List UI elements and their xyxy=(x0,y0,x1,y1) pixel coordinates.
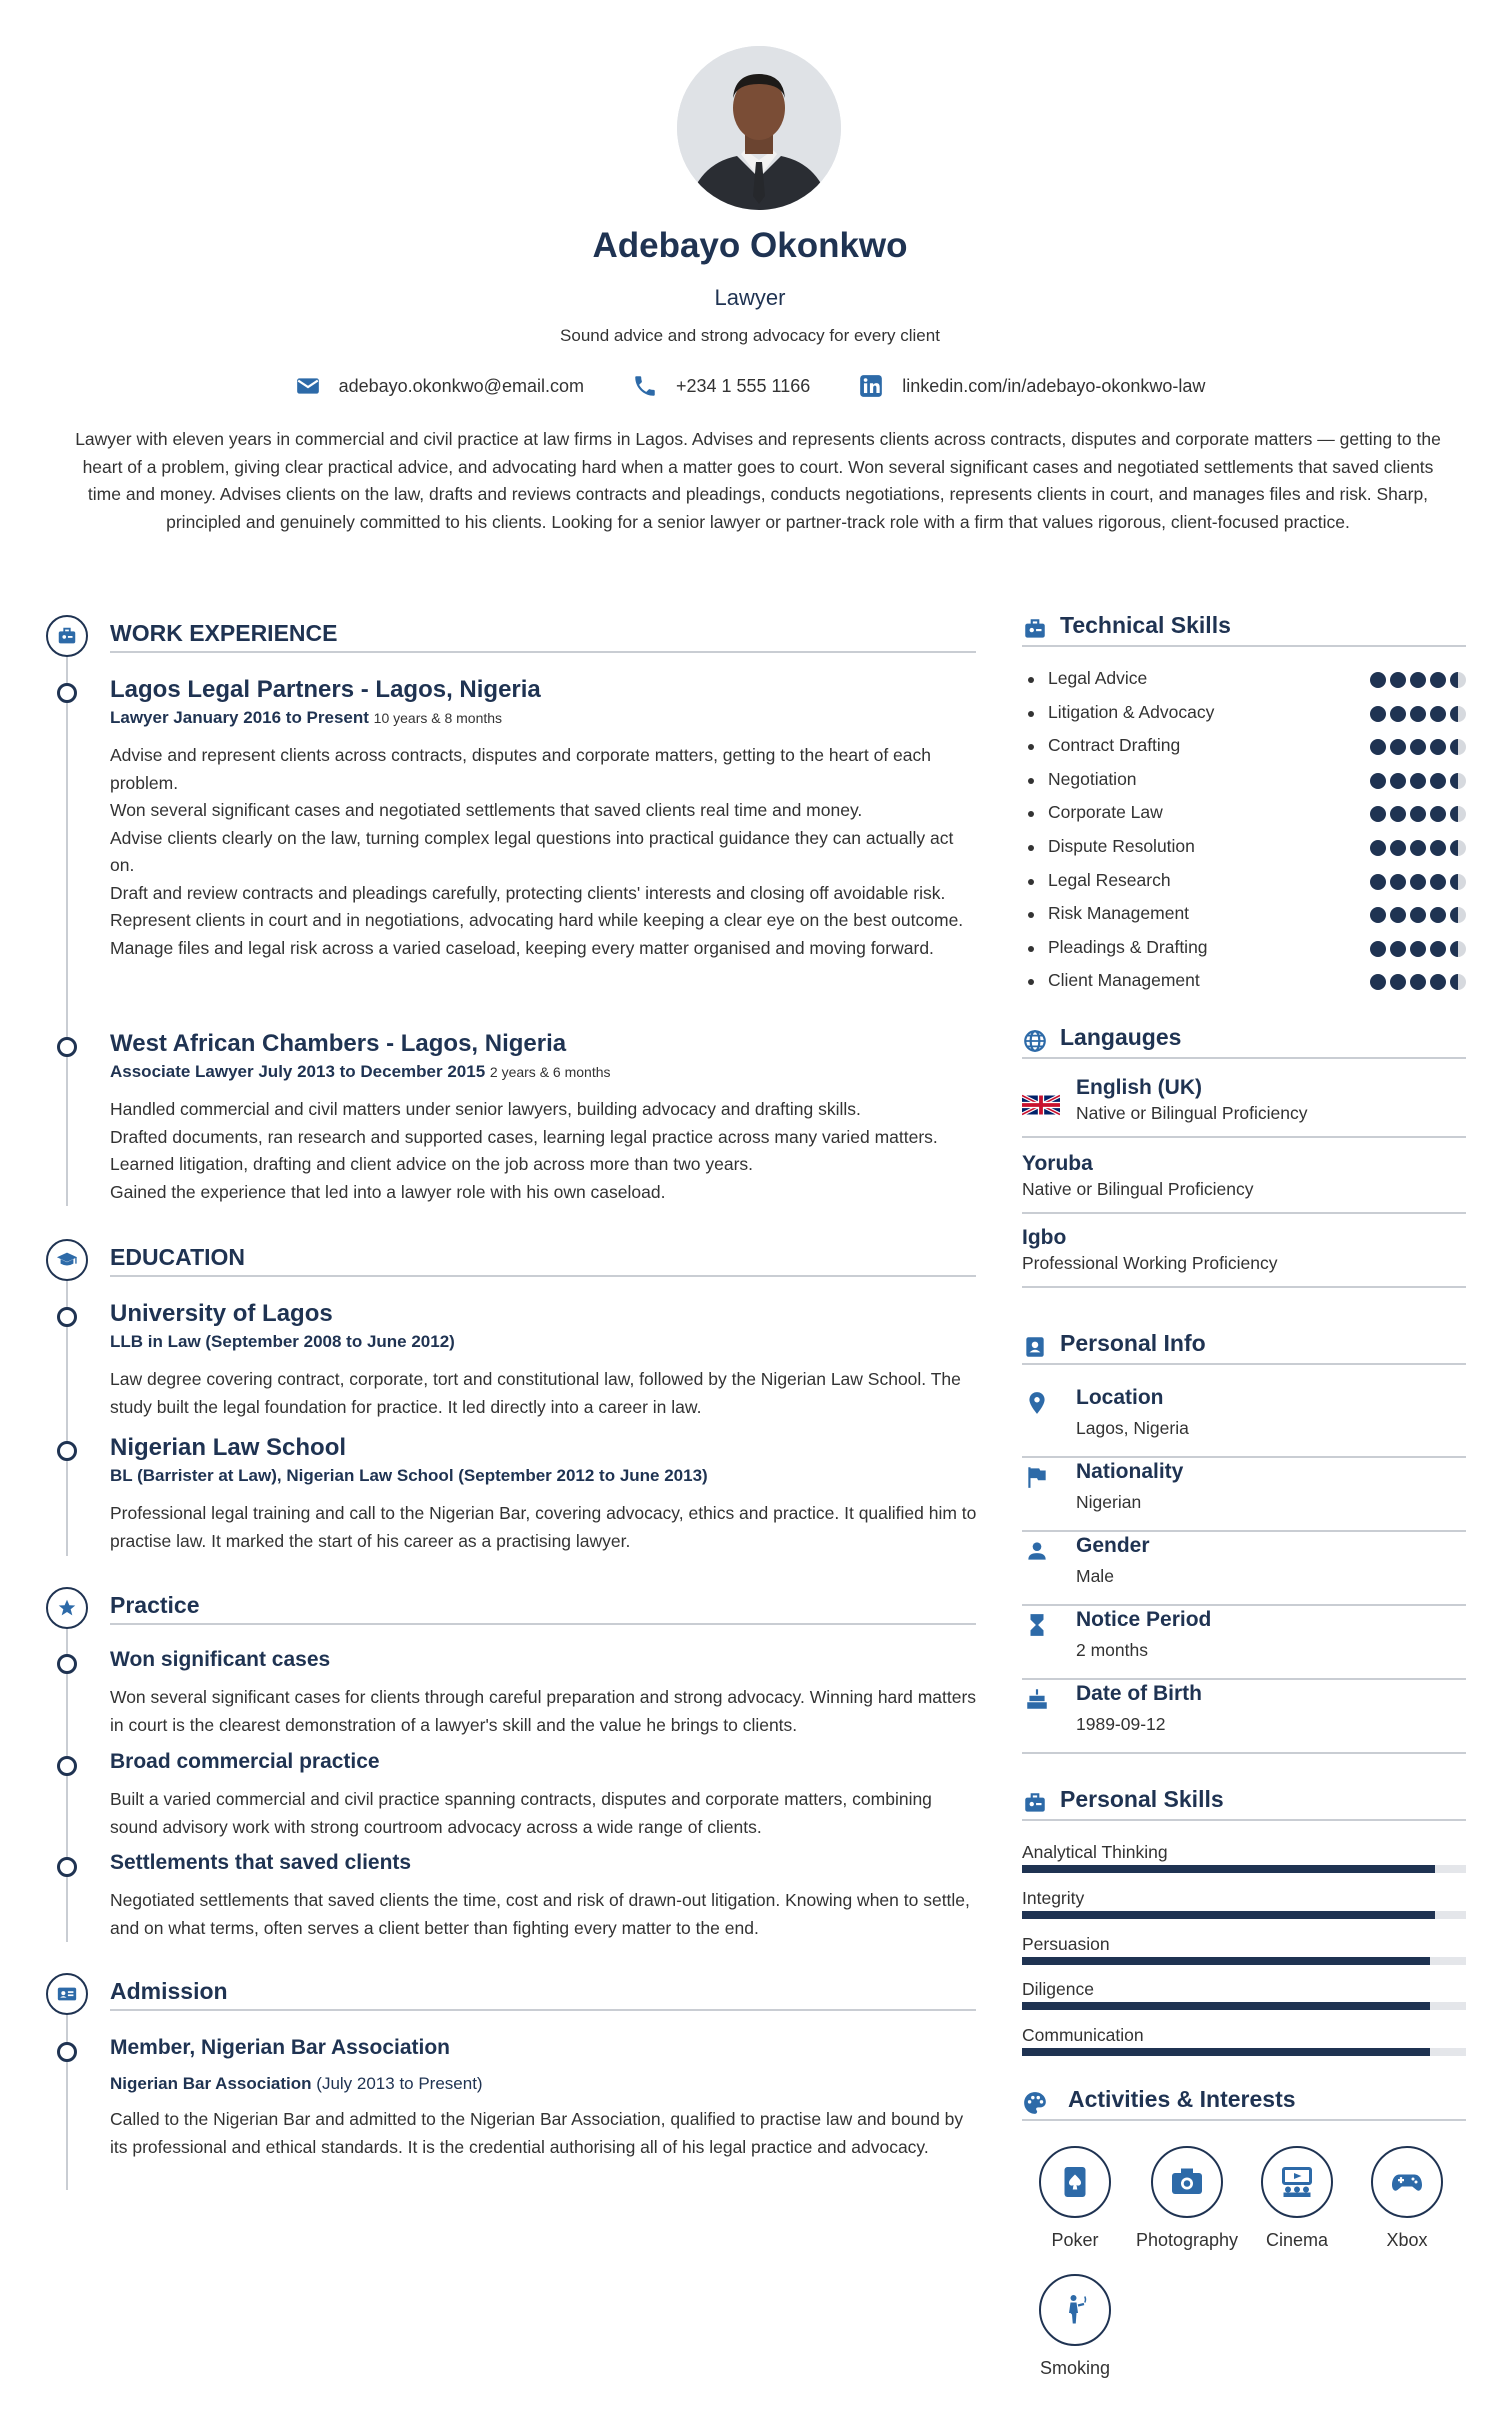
rating-dot xyxy=(1450,706,1466,722)
info-key: Gender xyxy=(1076,1534,1150,1557)
person-icon xyxy=(1024,1538,1050,1564)
info-value: 2 months xyxy=(1076,1640,1148,1660)
rating-dot xyxy=(1390,806,1406,822)
language-english xyxy=(1022,1076,1466,1138)
timeline-dot xyxy=(57,1037,77,1057)
rating-dot xyxy=(1430,672,1446,688)
education-description: Professional legal training and call to the Nigerian Bar, covering advocacy, ethics and practice. It qualified him to practise law. It marked the start of his career as a practising lawyer. xyxy=(110,1503,977,1551)
rating-dot xyxy=(1370,706,1386,722)
language-level: Native or Bilingual Proficiency xyxy=(1022,1179,1254,1199)
interest-cinema xyxy=(1242,2146,1352,2251)
technical-skill-label: Pleadings & Drafting xyxy=(1048,936,1208,957)
interest-xbox xyxy=(1352,2146,1462,2251)
rating-dot xyxy=(1450,941,1466,957)
personal-skill-label: Diligence xyxy=(1022,1979,1094,2000)
language-name: Yoruba xyxy=(1022,1152,1093,1175)
school-name: Nigerian Law School xyxy=(110,1434,347,1461)
star-badge-icon xyxy=(56,1597,78,1619)
job-line: Advise and represent clients across contracts, disputes and corporate matters, getting to the heart of each problem. xyxy=(110,745,932,793)
personal-info-title xyxy=(1022,1330,1466,1365)
info-value: Nigerian xyxy=(1076,1492,1142,1512)
interest-poker xyxy=(1020,2146,1130,2251)
rating-dot xyxy=(1390,907,1406,923)
skill-bar-fill xyxy=(1022,1957,1430,1965)
rating-dot xyxy=(1390,874,1406,890)
candidate-name: Adebayo Okonkwo xyxy=(592,226,908,265)
info-nationality xyxy=(1022,1460,1466,1532)
bullet xyxy=(1028,778,1034,784)
personal-skill xyxy=(1022,2025,1466,2056)
bullet xyxy=(1028,845,1034,851)
rating-dot xyxy=(1450,840,1466,856)
technical-skill-label: Client Management xyxy=(1048,970,1200,991)
info-value: 1989-09-12 xyxy=(1076,1714,1166,1734)
palette-icon xyxy=(1022,2090,1048,2116)
rating-dot xyxy=(1430,773,1446,789)
job-role xyxy=(110,708,502,728)
admission-section-title: Admission xyxy=(110,1978,976,2011)
rating-dot xyxy=(1370,739,1386,755)
rating-dot xyxy=(1410,941,1426,957)
info-value: Male xyxy=(1076,1566,1114,1586)
linkedin-text[interactable]: linkedin.com/in/adebayo-okonkwo-law xyxy=(902,375,1206,396)
tagline: Sound advice and strong advocacy for every client xyxy=(560,326,940,345)
rating-dot xyxy=(1410,806,1426,822)
technical-skill-label: Negotiation xyxy=(1048,768,1137,789)
rating-dot xyxy=(1390,672,1406,688)
flag-icon xyxy=(1024,1464,1050,1490)
job-role-text: Associate Lawyer July 2013 to December 2015 xyxy=(110,1062,486,1081)
rating-dot xyxy=(1450,974,1466,990)
rating-dot xyxy=(1390,739,1406,755)
job-company: West African Chambers - Lagos, Nigeria xyxy=(110,1030,567,1057)
timeline-dot xyxy=(57,1654,77,1674)
rating-dot xyxy=(1390,706,1406,722)
practice-heading: Broad commercial practice xyxy=(110,1750,380,1773)
interest-icon-circle xyxy=(1039,2274,1111,2346)
cake-icon xyxy=(1024,1686,1050,1712)
interest-label: Photography xyxy=(1135,2230,1239,2250)
bullet xyxy=(1028,912,1034,918)
job-company: Lagos Legal Partners - Lagos, Nigeria xyxy=(110,676,541,703)
languages-title xyxy=(1022,1024,1466,1059)
skill-rating xyxy=(1370,874,1466,890)
smoking-icon xyxy=(1057,2292,1093,2328)
info-value: Lagos, Nigeria xyxy=(1076,1418,1189,1438)
rating-dot xyxy=(1450,806,1466,822)
education-section-icon xyxy=(46,1239,88,1281)
admission-org xyxy=(110,2074,483,2094)
rating-dot xyxy=(1430,739,1446,755)
timeline-dot xyxy=(57,1857,77,1877)
admission-dates: (July 2013 to Present) xyxy=(316,2074,483,2093)
email-contact[interactable] xyxy=(295,373,584,399)
skill-rating xyxy=(1370,739,1466,755)
rating-dot xyxy=(1370,974,1386,990)
cinema-icon xyxy=(1279,2164,1315,2200)
interests-title xyxy=(1022,2086,1466,2121)
skill-bar xyxy=(1022,1865,1466,1873)
technical-skill-row xyxy=(1022,935,1466,965)
skill-bar-fill xyxy=(1022,2002,1430,2010)
interest-icon-circle xyxy=(1371,2146,1443,2218)
rating-dot xyxy=(1450,907,1466,923)
job-line: Handled commercial and civil matters under senior lawyers, building advocacy and drafting skills. xyxy=(110,1099,861,1119)
skill-rating xyxy=(1370,806,1466,822)
practice-heading: Won significant cases xyxy=(110,1648,331,1671)
rating-dot xyxy=(1450,672,1466,688)
rating-dot xyxy=(1390,941,1406,957)
technical-skill-label: Legal Advice xyxy=(1048,668,1148,688)
personal-skill-label: Analytical Thinking xyxy=(1022,1842,1168,1862)
job-role-text: Lawyer January 2016 to Present xyxy=(110,708,369,727)
rating-dot xyxy=(1430,974,1446,990)
interest-icon-circle xyxy=(1039,2146,1111,2218)
education-section-title: EDUCATION xyxy=(110,1244,976,1277)
job-line: Drafted documents, ran research and supported cases, learning legal practice across many varied matters. xyxy=(110,1126,938,1147)
linkedin-icon xyxy=(858,373,884,399)
skill-bar-fill xyxy=(1022,2048,1430,2056)
rating-dot xyxy=(1430,840,1446,856)
bullet xyxy=(1028,811,1034,817)
rating-dot xyxy=(1370,840,1386,856)
info-location xyxy=(1022,1386,1466,1458)
language-level: Professional Working Proficiency xyxy=(1022,1253,1278,1273)
technical-skills-title xyxy=(1022,612,1466,647)
timeline-dot xyxy=(57,1307,77,1327)
job-duration: 10 years & 8 months xyxy=(373,710,503,726)
email-text[interactable]: adebayo.okonkwo@email.com xyxy=(338,375,584,396)
degree xyxy=(110,1466,708,1486)
bullet xyxy=(1028,744,1034,750)
info-notice-period xyxy=(1022,1608,1466,1680)
rating-dot xyxy=(1430,706,1446,722)
work-section-icon xyxy=(46,615,88,657)
interest-label: Cinema xyxy=(1265,2230,1329,2250)
technical-skill-row xyxy=(1022,800,1466,830)
practice-description: Won several significant cases for clients through careful preparation and strong advocacy. Winning hard matters in court is the clearest demonstration of a lawyer's skill and the value he brings to clients. xyxy=(110,1687,977,1735)
technical-skill-label: Corporate Law xyxy=(1048,802,1163,823)
technical-skill-label: Litigation & Advocacy xyxy=(1048,701,1215,722)
practice-section-icon xyxy=(46,1587,88,1629)
info-key: Nationality xyxy=(1076,1460,1184,1483)
timeline-dot xyxy=(57,1441,77,1461)
info-key: Date of Birth xyxy=(1076,1682,1202,1705)
school-name: University of Lagos xyxy=(110,1300,333,1327)
rating-dot xyxy=(1390,974,1406,990)
rating-dot xyxy=(1450,739,1466,755)
location-pin-icon xyxy=(1024,1390,1050,1416)
personal-skill xyxy=(1022,1842,1466,1873)
admission-description: Called to the Nigerian Bar and admitted to the Nigerian Bar Association, qualified to practise law and bound by its professional and ethical standards. It is the credential authorising all of his legal practice and advocacy. xyxy=(110,2109,964,2157)
personal-skill xyxy=(1022,1979,1466,2010)
rating-dot xyxy=(1410,773,1426,789)
work-section-title: WORK EXPERIENCE xyxy=(110,620,976,653)
personal-info-title-text: Personal Info xyxy=(1060,1330,1206,1356)
language-name: Igbo xyxy=(1022,1226,1067,1249)
rating-dot xyxy=(1410,672,1426,688)
rating-dot xyxy=(1390,840,1406,856)
rating-dot xyxy=(1450,773,1466,789)
job-description xyxy=(110,742,980,962)
skill-rating xyxy=(1370,773,1466,789)
skill-bar xyxy=(1022,2048,1466,2056)
job-line: Learned litigation, drafting and client advice on the job across more than two years. xyxy=(110,1154,754,1174)
camera-icon xyxy=(1169,2164,1205,2200)
phone-icon xyxy=(632,373,658,399)
rating-dot xyxy=(1370,773,1386,789)
briefcase-icon xyxy=(1022,1790,1048,1816)
practice-description: Built a varied commercial and civil practice spanning contracts, disputes and corporate matters, combining sound advisory work with strong courtroom advocacy across a wide range of clients. xyxy=(110,1789,932,1837)
interest-label: Poker xyxy=(1051,2230,1099,2250)
rating-dot xyxy=(1410,840,1426,856)
timeline-line-practice xyxy=(66,1628,68,1942)
job-line: Draft and review contracts and pleadings carefully, protecting clients' interests and closing off avoidable risk. xyxy=(110,882,946,903)
technical-skill-row xyxy=(1022,700,1466,730)
bullet xyxy=(1028,979,1034,985)
technical-skill-label: Legal Research xyxy=(1048,869,1171,890)
admission-section-icon xyxy=(46,1973,88,2015)
phone-contact[interactable] xyxy=(632,373,810,399)
technical-skill-label: Risk Management xyxy=(1048,903,1190,924)
contact-bar xyxy=(0,373,1500,399)
personal-skill-label: Integrity xyxy=(1022,1887,1085,1908)
rating-dot xyxy=(1370,874,1386,890)
skill-bar xyxy=(1022,1911,1466,1919)
technical-skill-label: Dispute Resolution xyxy=(1048,836,1195,856)
timeline-dot xyxy=(57,2042,77,2062)
technical-skill-label: Contract Drafting xyxy=(1048,735,1181,756)
rating-dot xyxy=(1410,974,1426,990)
rating-dot xyxy=(1370,672,1386,688)
skill-rating xyxy=(1370,840,1466,856)
hourglass-icon xyxy=(1024,1612,1050,1638)
graduation-cap-icon xyxy=(56,1249,78,1271)
job-duration: 2 years & 6 months xyxy=(489,1064,611,1080)
uk-flag-icon xyxy=(1022,1092,1060,1118)
language-igbo xyxy=(1022,1226,1466,1288)
info-key: Notice Period xyxy=(1076,1608,1212,1631)
job-line: Won several significant cases and negotiated settlements that saved clients real time and money. xyxy=(110,800,863,820)
degree xyxy=(110,1332,455,1352)
job-line: Advise clients clearly on the law, turning complex legal questions into practical guidance they can actually act on. xyxy=(110,827,954,875)
education-description: Law degree covering contract, corporate, tort and constitutional law, followed by the Nigerian Law School. The study built the legal foundation for practice. It led directly into a career in law. xyxy=(110,1369,961,1417)
bullet xyxy=(1028,879,1034,885)
interest-icon-circle xyxy=(1151,2146,1223,2218)
phone-text[interactable]: +234 1 555 1166 xyxy=(675,375,811,396)
languages-title-text: Langauges xyxy=(1060,1024,1182,1050)
job-title: Lawyer xyxy=(714,285,786,310)
personal-skills-title xyxy=(1022,1786,1466,1821)
bullet xyxy=(1028,677,1034,683)
rating-dot xyxy=(1410,706,1426,722)
rating-dot xyxy=(1410,739,1426,755)
job-role xyxy=(110,1062,611,1082)
personal-skill-label: Communication xyxy=(1022,2025,1144,2046)
rating-dot xyxy=(1370,941,1386,957)
degree-text: LLB in Law (September 2008 to June 2012) xyxy=(110,1332,455,1351)
info-date-of-birth xyxy=(1022,1682,1466,1754)
rating-dot xyxy=(1430,907,1446,923)
rating-dot xyxy=(1410,907,1426,923)
gamepad-icon xyxy=(1389,2164,1425,2200)
technical-skill-row xyxy=(1022,868,1466,898)
technical-skill-row xyxy=(1022,834,1466,864)
skill-rating xyxy=(1370,907,1466,923)
skill-rating xyxy=(1370,706,1466,722)
rating-dot xyxy=(1430,806,1446,822)
info-gender xyxy=(1022,1534,1466,1606)
rating-dot xyxy=(1430,874,1446,890)
skill-rating xyxy=(1370,974,1466,990)
interest-icon-circle xyxy=(1261,2146,1333,2218)
skill-rating xyxy=(1370,941,1466,957)
technical-skill-row xyxy=(1022,767,1466,797)
technical-skill-row xyxy=(1022,733,1466,763)
personal-skill xyxy=(1022,1888,1466,1919)
admission-org-text: Nigerian Bar Association xyxy=(110,2074,312,2093)
interests-title-text: Activities & Interests xyxy=(1068,2086,1296,2112)
rating-dot xyxy=(1390,773,1406,789)
job-line: Represent clients in court and in negotiations, advocating hard while keeping a clear eye on the best outcome. xyxy=(110,910,964,930)
job-description xyxy=(110,1096,980,1206)
rating-dot xyxy=(1410,874,1426,890)
language-yoruba xyxy=(1022,1152,1466,1214)
interest-label: Smoking xyxy=(1039,2358,1111,2378)
bullet xyxy=(1028,946,1034,952)
briefcase-icon xyxy=(1022,616,1048,642)
skill-bar xyxy=(1022,2002,1466,2010)
rating-dot xyxy=(1370,907,1386,923)
technical-skills-title-text: Technical Skills xyxy=(1060,612,1231,638)
profile-photo xyxy=(677,46,841,210)
id-card-icon xyxy=(56,1983,78,2005)
info-key: Location xyxy=(1076,1386,1164,1409)
interest-smoking xyxy=(1020,2274,1130,2379)
bullet xyxy=(1028,711,1034,717)
poker-card-icon xyxy=(1057,2164,1093,2200)
timeline-line-admission xyxy=(66,2014,68,2190)
personal-skill-label: Persuasion xyxy=(1022,1933,1110,1954)
briefcase-icon xyxy=(56,625,78,647)
globe-icon xyxy=(1022,1028,1048,1054)
practice-heading: Settlements that saved clients xyxy=(110,1851,412,1874)
technical-skill-row xyxy=(1022,968,1466,998)
skill-bar-fill xyxy=(1022,1865,1435,1873)
language-level: Native or Bilingual Proficiency xyxy=(1076,1103,1308,1123)
timeline-dot xyxy=(57,683,77,703)
interest-photography xyxy=(1132,2146,1242,2251)
admission-heading: Member, Nigerian Bar Association xyxy=(110,2036,450,2059)
personal-skills-title-text: Personal Skills xyxy=(1060,1786,1224,1812)
email-icon xyxy=(295,373,321,399)
timeline-line-work xyxy=(66,656,68,1206)
skill-rating xyxy=(1370,672,1466,688)
interest-label: Xbox xyxy=(1386,2230,1428,2250)
skill-bar-fill xyxy=(1022,1911,1435,1919)
technical-skill-row xyxy=(1022,666,1466,696)
job-line: Gained the experience that led into a lawyer role with his own caseload. xyxy=(110,1181,666,1202)
rating-dot xyxy=(1370,806,1386,822)
rating-dot xyxy=(1450,874,1466,890)
practice-section-title: Practice xyxy=(110,1592,976,1625)
practice-description: Negotiated settlements that saved clients the time, cost and risk of drawn-out litigation. Knowing when to settle, and on what terms, often serves a client better than fighting every matter to the end. xyxy=(110,1890,970,1938)
timeline-dot xyxy=(57,1756,77,1776)
degree-text: BL (Barrister at Law), Nigerian Law School (September 2012 to June 2013) xyxy=(110,1466,708,1485)
rating-dot xyxy=(1430,941,1446,957)
skill-bar xyxy=(1022,1957,1466,1965)
id-badge-icon xyxy=(1022,1334,1048,1360)
linkedin-contact[interactable] xyxy=(858,373,1205,399)
job-line: Manage files and legal risk across a varied caseload, keeping every matter organised and moving forward. xyxy=(110,937,934,958)
profile-summary: Lawyer with eleven years in commercial and civil practice at law firms in Lagos. Advises and represents clients across contracts, disputes and corporate matters — getting to the heart of a problem, giving clear practical advice, and advocating hard when a matter goes to court. Won several significant cases and negotiated settlements that saved clients time and money. Advises clients on the law, drafts and reviews contracts and pleadings, conducts negotiations, represents clients in court, and manages files and risk. Sharp, principled and genuinely committed to his clients. Looking for a senior lawyer or partner-track role with a firm that values rigorous, client-focused practice. xyxy=(75,429,1441,532)
language-name: English (UK) xyxy=(1076,1076,1202,1099)
technical-skill-row xyxy=(1022,901,1466,931)
personal-skill xyxy=(1022,1934,1466,1965)
